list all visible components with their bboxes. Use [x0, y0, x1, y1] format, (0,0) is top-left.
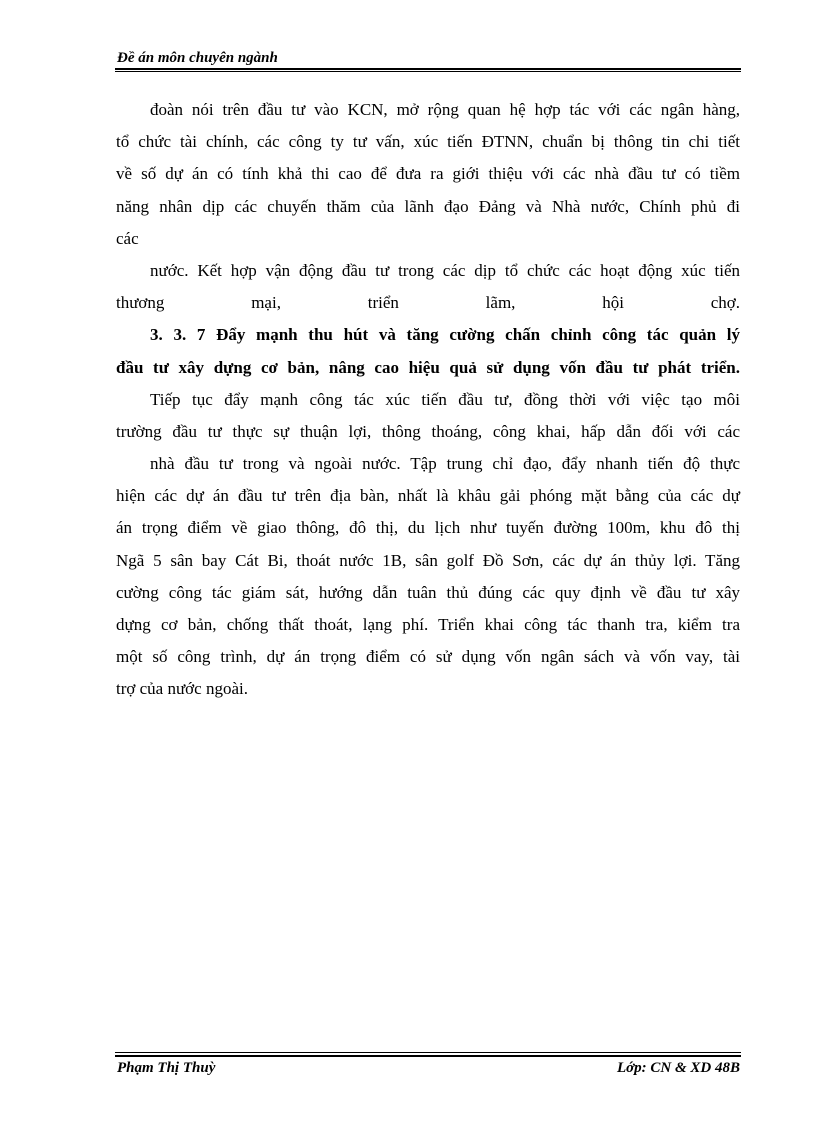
- section-heading-line: đầu tư xây dựng cơ bản, nâng cao hiệu quả sử dụng vốn đầu tư phát triển.: [116, 357, 740, 377]
- paragraph-line: về số dự án có tính khả thi cao để đưa ra giới thiệu với các nhà đầu tư có tiềm: [116, 164, 740, 184]
- paragraph-line: nhà đầu tư trong và ngoài nước. Tập trung chỉ đạo, đẩy nhanh tiến độ thực: [150, 454, 740, 474]
- paragraph-line: một số công trình, dự án trọng điểm có sử dụng vốn ngân sách và vốn vay, tài: [116, 647, 740, 667]
- footer-rule-thin: [115, 1052, 741, 1053]
- document-header-title: Đề án môn chuyên ngành: [117, 50, 278, 66]
- paragraph-line: án trọng điểm về giao thông, đô thị, du lịch như tuyến đường 100m, khu đô thị: [116, 518, 740, 538]
- paragraph-line: nước. Kết hợp vận động đầu tư trong các dịp tổ chức các hoạt động xúc tiến: [150, 260, 740, 280]
- document-body: [116, 94, 740, 706]
- header-rule-thick: [115, 68, 741, 70]
- paragraph-line: Tiếp tục đẩy mạnh công tác xúc tiến đầu tư, đồng thời với việc tạo môi: [150, 389, 740, 409]
- paragraph-line: các: [116, 228, 139, 248]
- paragraph-line: năng nhân dịp các chuyến thăm của lãnh đạo Đảng và Nhà nước, Chính phủ đi: [116, 196, 740, 216]
- paragraph-line: thương mại, triển lãm, hội chợ.: [116, 293, 740, 313]
- header-rule-thin: [115, 71, 741, 72]
- paragraph-line: đoàn nói trên đầu tư vào KCN, mở rộng quan hệ hợp tác với các ngân hàng,: [150, 100, 740, 119]
- section-heading-line: 3. 3. 7 Đẩy mạnh thu hút và tăng cường chấn chỉnh công tác quản lý: [150, 325, 740, 345]
- paragraph-line: cường công tác giám sát, hướng dẫn tuân thủ đúng các quy định về đầu tư xây: [116, 582, 740, 602]
- footer-author: Phạm Thị Thuỳ: [117, 1060, 216, 1076]
- paragraph-line: hiện các dự án đầu tư trên địa bàn, nhất là khâu gải phóng mặt bằng của các dự: [116, 486, 740, 506]
- paragraph-line: tổ chức tài chính, các công ty tư vấn, xúc tiến ĐTNN, chuẩn bị thông tin chi tiết: [116, 132, 740, 152]
- paragraph-line: trợ của nước ngoài.: [116, 679, 248, 699]
- paragraph-line: Ngã 5 sân bay Cát Bi, thoát nước 1B, sân golf Đồ Sơn, các dự án thủy lợi. Tăng: [116, 550, 740, 570]
- footer-class: Lớp: CN & XD 48B: [616, 1060, 740, 1076]
- paragraph-line: dựng cơ bản, chống thất thoát, lạng phí. Triển khai công tác thanh tra, kiểm tra: [116, 615, 740, 634]
- footer-rule-thick: [115, 1055, 741, 1057]
- paragraph-line: trường đầu tư thực sự thuận lợi, thông thoáng, công khai, hấp dẫn đối với các: [116, 421, 740, 441]
